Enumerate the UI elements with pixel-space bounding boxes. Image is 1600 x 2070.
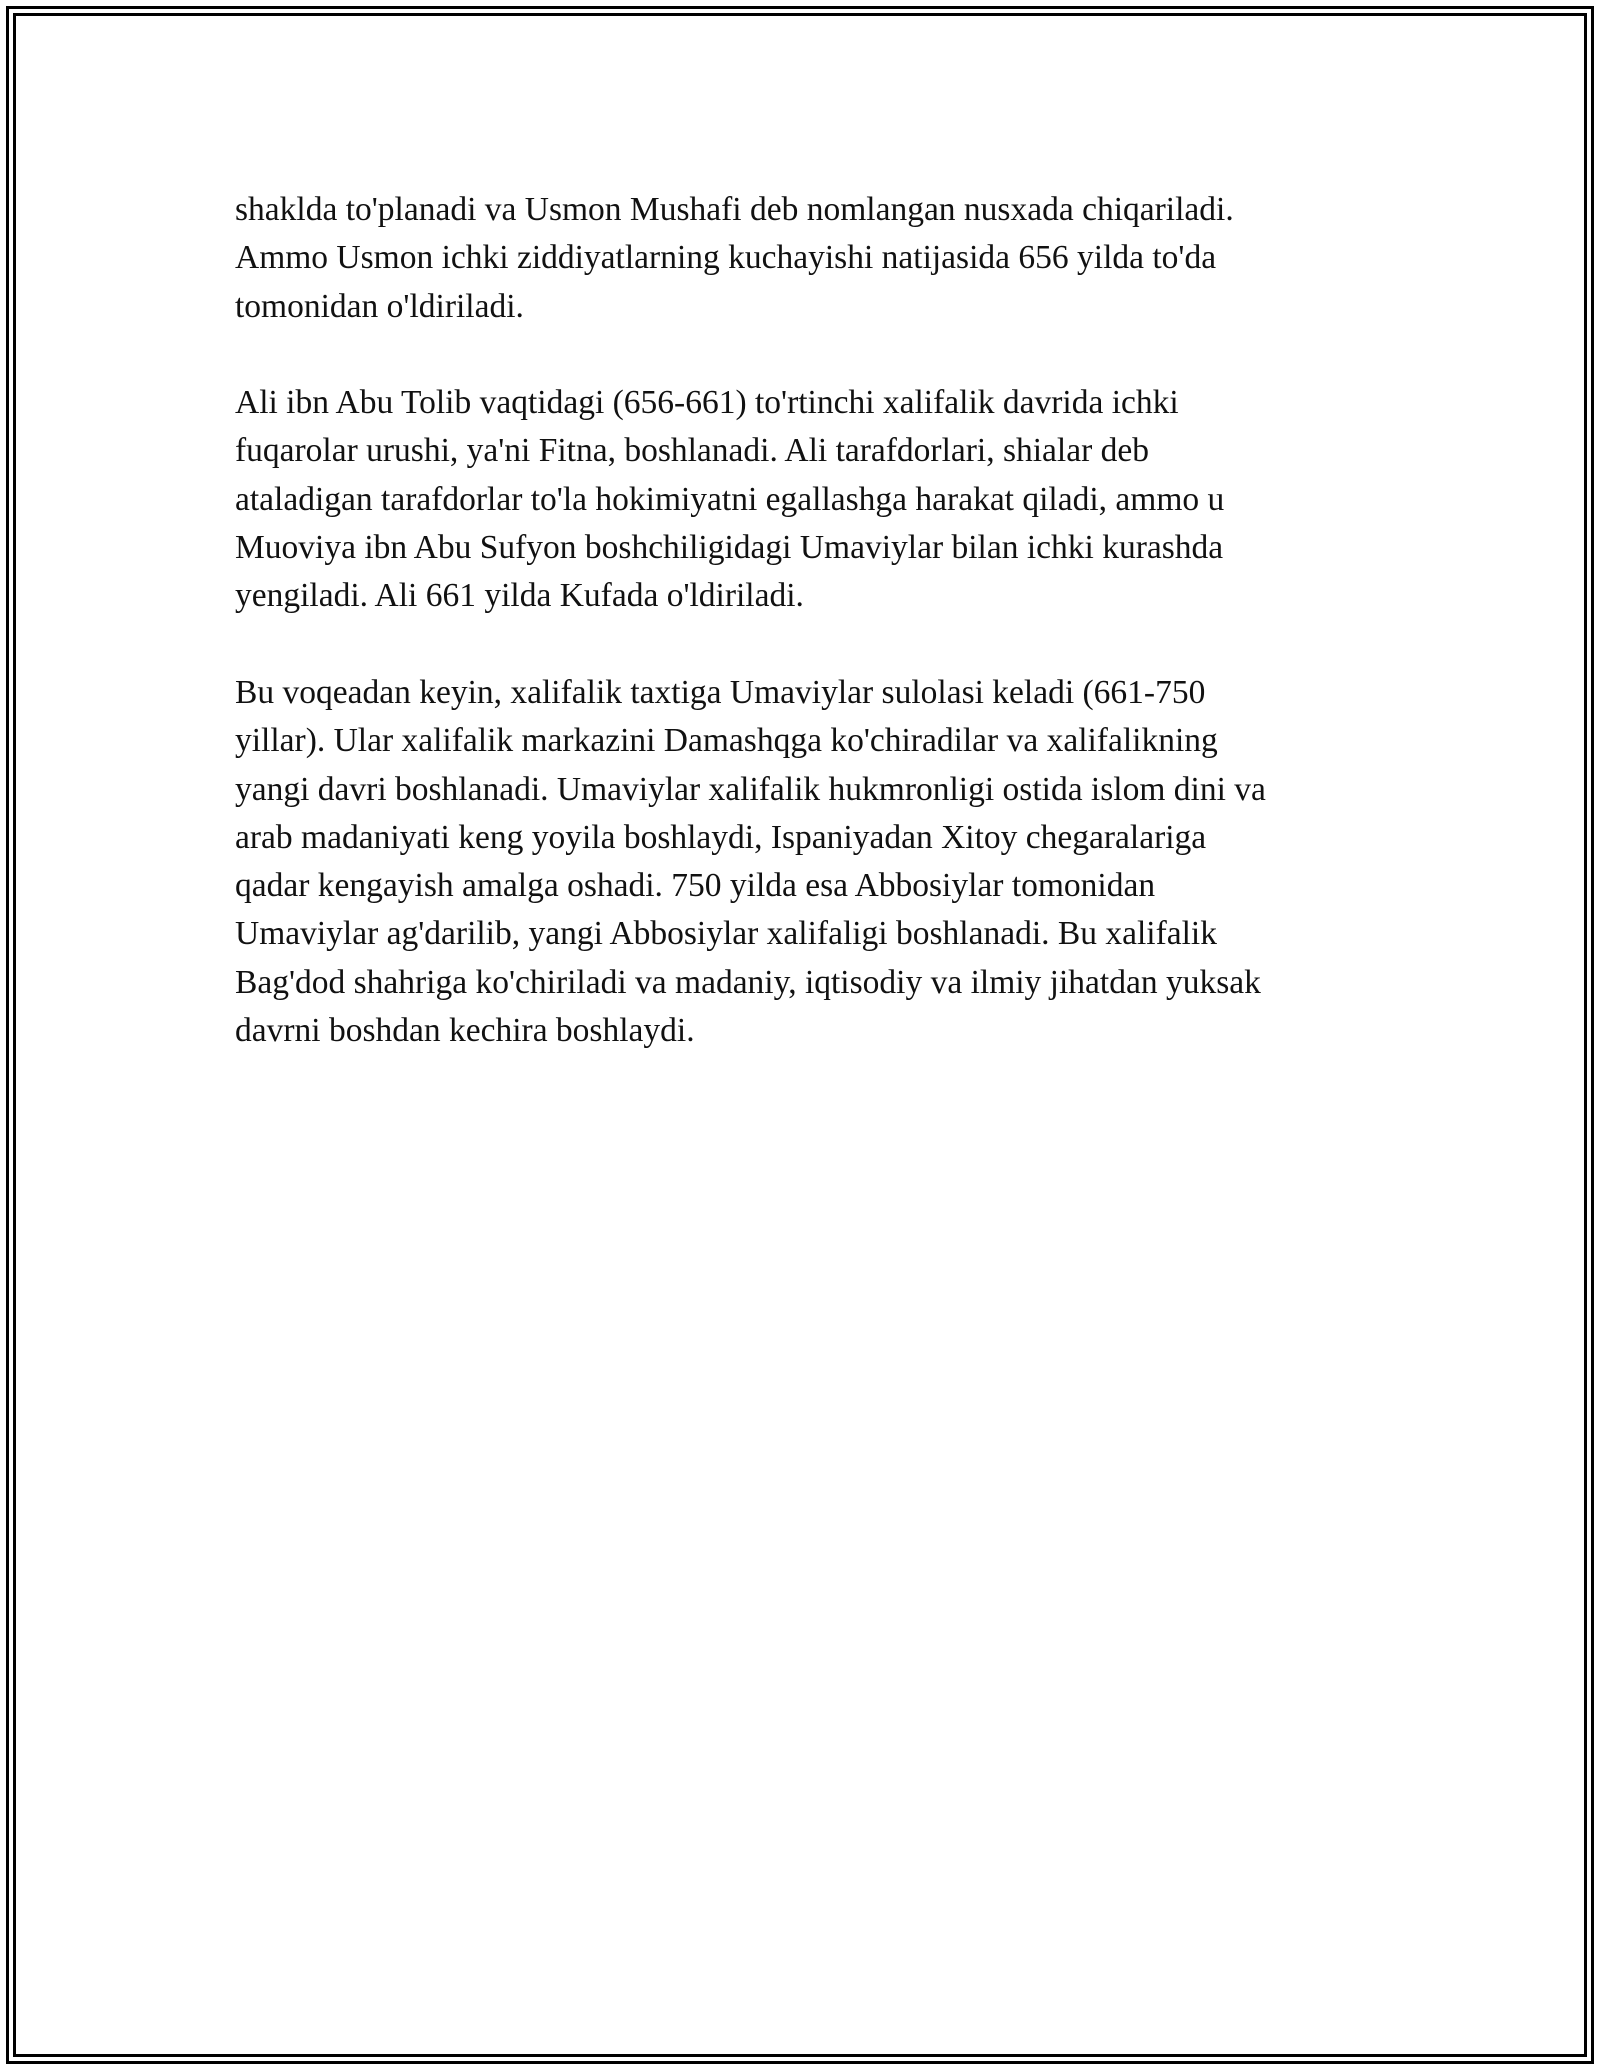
paragraph-ali-fitna: Ali ibn Abu Tolib vaqtidagi (656-661) to'rtinchi xalifalik davrida ichki fuqarolar urushi, ya'ni Fitna, boshlanadi. Ali tarafdorlari, shialar deb ataladigan tarafdorlar to'la hokimiyatni egallashga harakat qiladi, ammo u Muoviya ibn Abu Sufyon boshchiligidagi Umaviylar bilan ichki kurashda yengiladi. Ali 661 yilda Kufada o'ldiriladi. [235,384,1225,615]
document-body [235,186,1385,1104]
paragraph-umaviylar-abbosiylar: Bu voqeadan keyin, xalifalik taxtiga Umaviylar sulolasi keladi (661-750 yillar). Ular xalifalik markazini Damashqga ko'chiradilar va xalifalikning yangi davri boshlanadi. Umaviylar xalifalik hukmronligi ostida islom dini va arab madaniyati keng yoyila boshlaydi, Ispaniyadan Xitoy chegaralariga qadar kengayish amalga oshadi. 750 yilda esa Abbosiylar tomonidan Umaviylar ag'darilib, yangi Abbosiylar xalifaligi boshlanadi. Bu xalifalik Bag'dod shahriga ko'chiriladi va madaniy, iqtisodiy va ilmiy jihatdan yuksak davrni boshdan kechira boshlaydi. [235,673,1266,1050]
paragraph-usmon-mushafi: shaklda to'planadi va Usmon Mushafi deb nomlangan nusxada chiqariladi. Ammo Usmon ichki ziddiyatlarning kuchayishi natijasida 656 yilda to'da tomonidan o'ldiriladi. [235,191,1234,325]
